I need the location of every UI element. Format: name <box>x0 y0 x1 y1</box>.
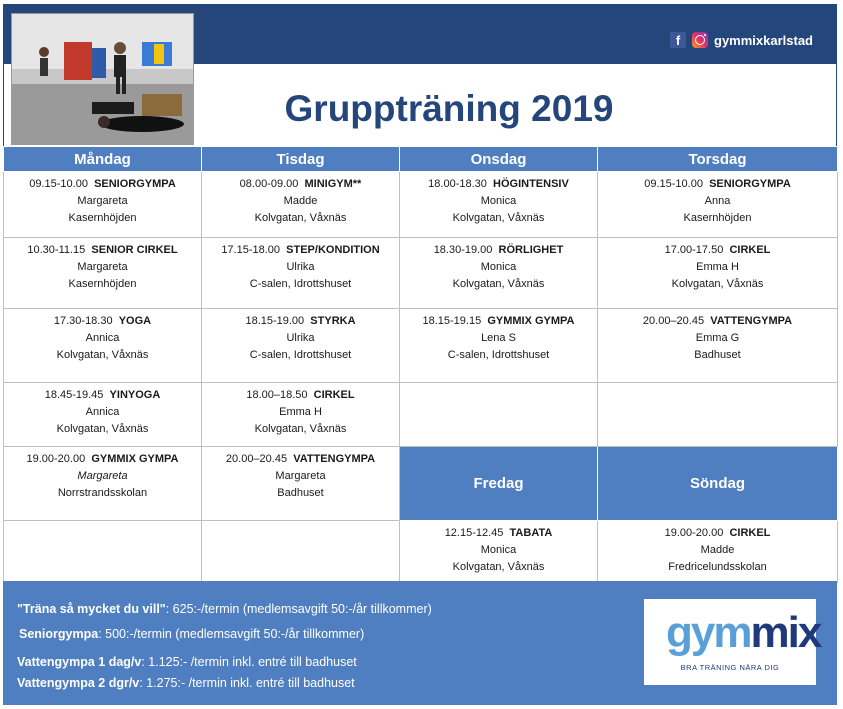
class-cell: 20.00–20.45 VATTENGYMPA Emma G Badhuset <box>598 309 838 383</box>
price-line: "Träna så mycket du vill": 625:-/termin (medlemsavgift 50:-/år tillkommer) <box>17 602 432 616</box>
pricing-footer <box>3 581 837 705</box>
day-header-fredag: Fredag <box>400 447 598 521</box>
day-header: Tisdag <box>202 147 400 172</box>
day-header-row <box>4 147 838 172</box>
class-cell: 08.00-09.00 MINIGYM** Madde Kolvgatan, Våxnäs <box>202 172 400 238</box>
table-row <box>4 383 838 447</box>
class-cell: 18.30-19.00 RÖRLIGHET Monica Kolvgatan, Våxnäs <box>400 238 598 309</box>
class-cell: 18.15-19.00 STYRKA Ulrika C-salen, Idrottshuset <box>202 309 400 383</box>
class-cell: 17.00-17.50 CIRKEL Emma H Kolvgatan, Våxnäs <box>598 238 838 309</box>
header-photo <box>11 13 194 145</box>
logo-tagline: BRA TRÄNING NÄRA DIG <box>680 663 780 672</box>
class-cell: 19.00-20.00 CIRKEL Madde Fredricelundsskolan <box>598 521 838 583</box>
empty-cell <box>4 521 202 583</box>
class-cell: 20.00–20.45 VATTENGYMPA Margareta Badhuset <box>202 447 400 521</box>
price-line: Vattengympa 1 dag/v: 1.125:- /termin inkl. entré till badhuset <box>17 655 357 669</box>
class-cell: 09.15-10.00 SENIORGYMPA Margareta Kasernhöjden <box>4 172 202 238</box>
schedule-table <box>3 146 838 583</box>
day-header: Måndag <box>4 147 202 172</box>
day-header: Torsdag <box>598 147 838 172</box>
logo-wordmark: gymmix <box>666 608 821 657</box>
class-cell: 10.30-11.15 SENIOR CIRKEL Margareta Kasernhöjden <box>4 238 202 309</box>
instagram-icon[interactable] <box>692 32 708 48</box>
table-row <box>4 172 838 238</box>
empty-cell <box>202 521 400 583</box>
class-cell: 18.00-18.30 HÖGINTENSIV Monica Kolvgatan, Våxnäs <box>400 172 598 238</box>
schedule-page <box>3 4 837 705</box>
empty-cell <box>598 383 838 447</box>
class-cell: 18.15-19.15 GYMMIX GYMPA Lena S C-salen, Idrottshuset <box>400 309 598 383</box>
day-header-sondag: Söndag <box>598 447 838 521</box>
gymmix-logo <box>644 599 821 685</box>
social-handle[interactable]: gymmixkarlstad <box>714 32 813 48</box>
class-cell: 18.45-19.45 YINYOGA Annica Kolvgatan, Våxnäs <box>4 383 202 447</box>
class-cell: 18.00–18.50 CIRKEL Emma H Kolvgatan, Våxnäs <box>202 383 400 447</box>
page-title: Gruppträning 2019 <box>284 88 614 129</box>
social-links <box>670 31 813 49</box>
table-row <box>4 309 838 383</box>
class-cell: 19.00-20.00 GYMMIX GYMPA Margareta Norrstrandsskolan <box>4 447 202 521</box>
table-row <box>4 238 838 309</box>
class-cell: 09.15-10.00 SENIORGYMPA Anna Kasernhöjden <box>598 172 838 238</box>
price-line: Vattengympa 2 dgr/v: 1.275:- /termin inkl. entré till badhuset <box>17 676 355 690</box>
table-row <box>4 447 838 521</box>
day-header: Onsdag <box>400 147 598 172</box>
empty-cell <box>400 383 598 447</box>
price-line: Seniorgympa: 500:-/termin (medlemsavgift 50:-/år tillkommer) <box>19 627 365 641</box>
table-row <box>4 521 838 583</box>
facebook-icon[interactable]: f <box>670 32 686 48</box>
class-cell: 17.15-18.00 STEP/KONDITION Ulrika C-salen, Idrottshuset <box>202 238 400 309</box>
class-cell: 17.30-18.30 YOGA Annica Kolvgatan, Våxnäs <box>4 309 202 383</box>
class-cell: 12.15-12.45 TABATA Monica Kolvgatan, Våxnäs <box>400 521 598 583</box>
